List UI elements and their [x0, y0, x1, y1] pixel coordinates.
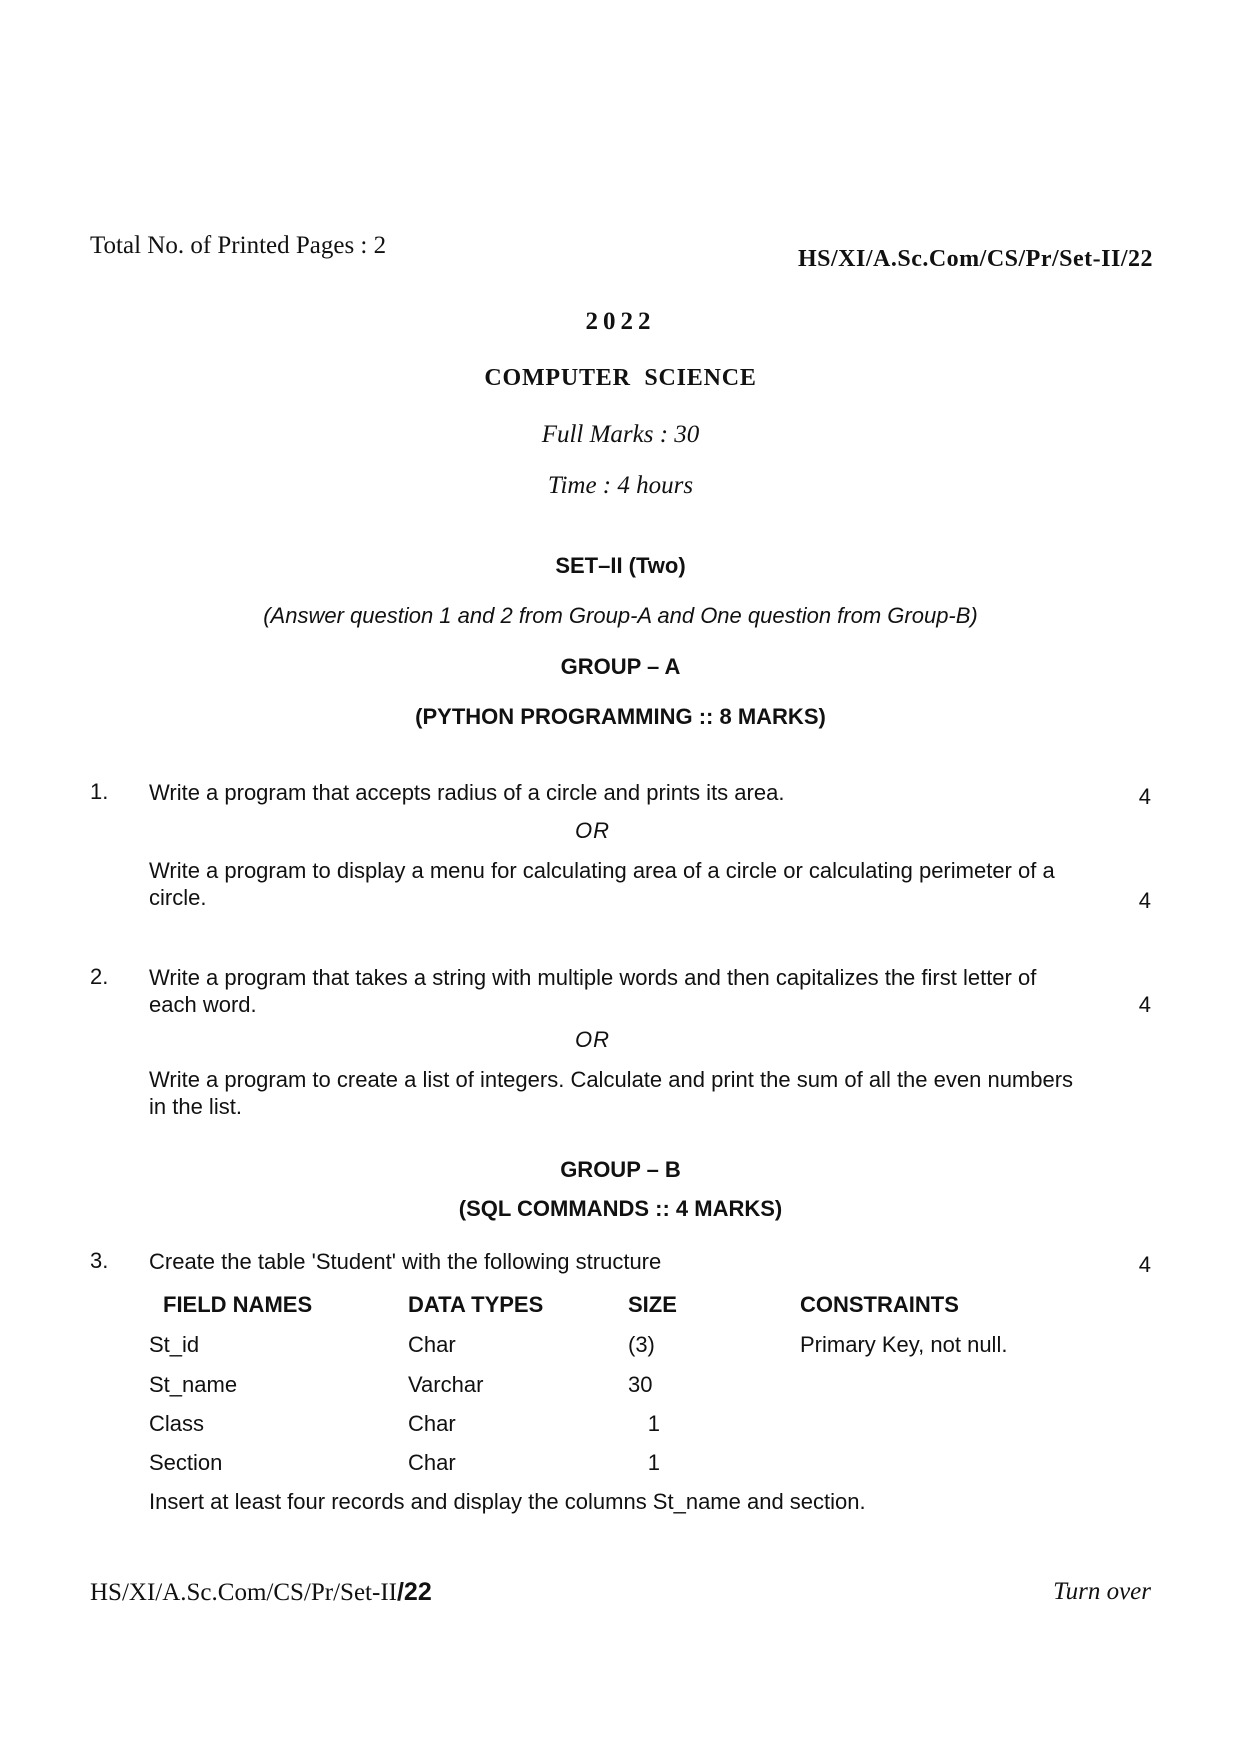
footer-code-bold: /22	[396, 1578, 432, 1606]
footer-code	[90, 1578, 432, 1607]
table-cell-field: St_name	[149, 1372, 238, 1397]
full-marks: Full Marks : 30	[541, 421, 700, 448]
table-cell-constraint: Primary Key, not null.	[800, 1332, 1008, 1357]
turn-over: Turn over	[1053, 1578, 1151, 1605]
table-header-data-types: DATA TYPES	[408, 1292, 544, 1317]
subject-title: COMPUTER SCIENCE	[484, 365, 757, 391]
table-header-field-names: FIELD NAMES	[163, 1292, 313, 1317]
question-1-or: OR	[575, 818, 610, 843]
table-cell-type: Char	[408, 1411, 456, 1436]
question-1-alt-line-1: Write a program to display a menu for calculating area of a circle or calculating perimeter of a	[149, 858, 1055, 883]
group-b-subtitle: (SQL COMMANDS :: 4 MARKS)	[458, 1196, 783, 1221]
exam-time: Time : 4 hours	[547, 472, 694, 499]
group-b-title: GROUP – B	[560, 1157, 681, 1182]
table-cell-size: 1	[647, 1411, 660, 1436]
table-cell-size: 30	[628, 1372, 653, 1397]
question-2-marks: 4	[1138, 992, 1151, 1017]
table-header-size: SIZE	[628, 1292, 677, 1317]
table-cell-size: (3)	[628, 1332, 655, 1357]
question-2-line-1: Write a program that takes a string with multiple words and then capitalizes the first letter of	[149, 965, 1037, 990]
group-a-subtitle: (PYTHON PROGRAMMING :: 8 MARKS)	[415, 704, 826, 729]
question-2-or: OR	[575, 1027, 610, 1052]
set-label: SET–II (Two)	[555, 553, 686, 578]
exam-year: 2022	[585, 308, 656, 335]
question-2-number: 2.	[90, 964, 109, 989]
group-a-title: GROUP – A	[560, 654, 681, 679]
question-2-alt-line-2: in the list.	[149, 1094, 242, 1119]
table-cell-field: Class	[149, 1411, 205, 1436]
table-cell-field: St_id	[149, 1332, 200, 1357]
table-cell-type: Char	[408, 1450, 456, 1475]
question-1-text: Write a program that accepts radius of a circle and prints its area.	[149, 780, 785, 805]
question-1-alt-line-2: circle.	[149, 885, 207, 910]
table-cell-field: Section	[149, 1450, 223, 1475]
question-1-number: 1.	[90, 779, 109, 804]
question-1-marks: 4	[1138, 784, 1151, 809]
table-cell-type: Char	[408, 1332, 456, 1357]
total-pages: Total No. of Printed Pages : 2	[90, 232, 387, 259]
instructions: (Answer question 1 and 2 from Group-A and One question from Group-B)	[263, 603, 978, 628]
table-header-constraints: CONSTRAINTS	[800, 1292, 959, 1317]
question-3-number: 3.	[90, 1248, 109, 1273]
question-2-line-2: each word.	[149, 992, 257, 1017]
question-3-marks: 4	[1138, 1252, 1151, 1277]
paper-code: HS/XI/A.Sc.Com/CS/Pr/Set-II/22	[797, 246, 1153, 272]
question-3-footer: Insert at least four records and display the columns St_name and section.	[149, 1489, 866, 1514]
table-cell-type: Varchar	[408, 1372, 484, 1397]
footer-code-main: HS/XI/A.Sc.Com/CS/Pr/Set-II	[90, 1579, 397, 1606]
question-3-text: Create the table 'Student' with the following structure	[149, 1249, 662, 1274]
question-1-alt-marks: 4	[1138, 888, 1151, 913]
table-cell-size: 1	[647, 1450, 660, 1475]
question-2-alt-line-1: Write a program to create a list of integers. Calculate and print the sum of all the even numbers	[149, 1067, 1074, 1092]
